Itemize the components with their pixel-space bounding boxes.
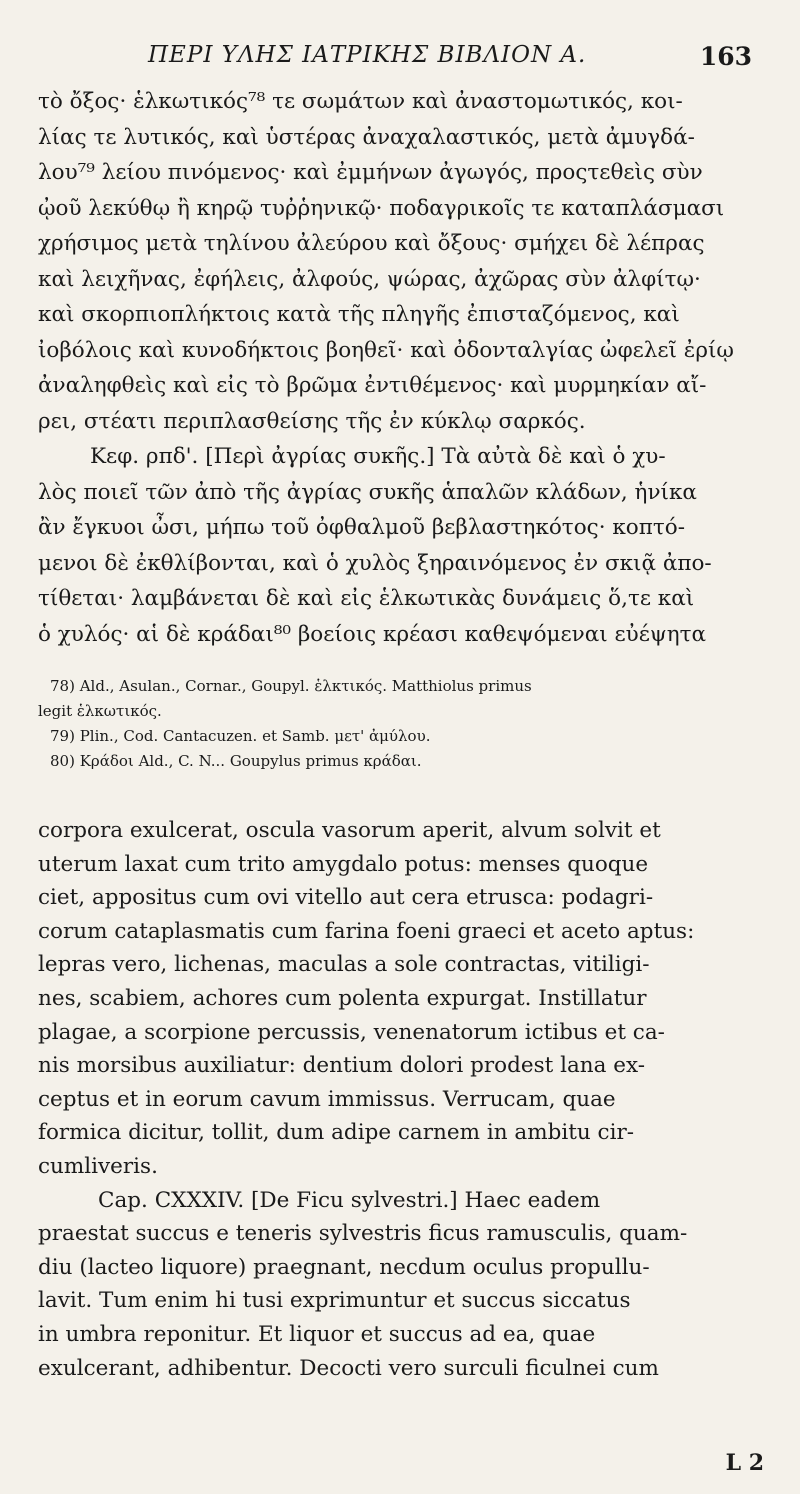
- latin-line: cumliveris.: [38, 1153, 158, 1179]
- greek-line: ἀναληφθεὶς καὶ εἰς τὸ βρῶμα ἐντιθέμενος· καὶ μυρμηκίαν αἴ-: [38, 373, 707, 398]
- page-number: 163: [699, 42, 752, 71]
- latin-chapter-heading-line: Cap. CXXXIV. [De Ficu sylvestri.] Haec eadem: [98, 1187, 601, 1213]
- latin-line: ceptus et in eorum cavum immissus. Verrucam, quae: [38, 1086, 616, 1112]
- greek-line: λου⁷⁹ λείου πινόμενος· καὶ ἐμμήνων ἀγωγός, προςτεθεὶς σὺν: [38, 160, 703, 185]
- greek-line: καὶ σκορπιοπλήκτοις κατὰ τῆς πληγῆς ἐπισταζόμενος, καὶ: [38, 302, 680, 327]
- greek-line: χρήσιμος μετὰ τηλίνου ἀλεύρου καὶ ὄξους· σμήχει δὲ λέπρας: [38, 231, 705, 256]
- header-title: ΠΕΡΙ ΥΛΗΣ ΙΑΤΡΙΚΗΣ ΒΙΒΛΙΟΝ Α.: [148, 42, 587, 68]
- greek-line: ἰοβόλοις καὶ κυνοδήκτοις βοηθεῖ· καὶ ὀδονταλγίας ὠφελεῖ ἐρίῳ: [38, 337, 734, 363]
- greek-line: ᾠοῦ λεκύθῳ ἢ κηρῷ τυῤῥηνικῷ· ποδαγρικοῖς τε καταπλάσμασι: [38, 195, 725, 221]
- greek-line: λίας τε λυτικός, καὶ ὑστέρας ἀναχαλαστικός, μετὰ ἀμυγδά-: [38, 124, 695, 150]
- latin-line: corpora exulcerat, oscula vasorum aperit, alvum solvit et: [38, 818, 661, 843]
- latin-line: formica dicitur, tollit, dum adipe carnem in ambitu cir-: [38, 1120, 635, 1146]
- latin-line: lavit. Tum enim hi tusi exprimuntur et succus siccatus: [38, 1288, 631, 1314]
- signature-mark: L 2: [725, 1450, 764, 1476]
- footnotes: [38, 674, 762, 774]
- greek-line: ὁ χυλός· αἱ δὲ κράδαι⁸⁰ βοείοις κρέασι καθεψόμεναι εὐέψητα: [38, 621, 706, 647]
- latin-line: nis morsibus auxiliatur: dentium dolori prodest lana ex-: [38, 1053, 646, 1079]
- greek-line: τὸ ὄξος· ἑλκωτικός⁷⁸ τε σωμάτων καὶ ἀναστομωτικός, κοι-: [38, 89, 683, 114]
- greek-line: ρει, στέατι περιπλασθείσης τῆς ἐν κύκλῳ σαρκός.: [38, 408, 586, 434]
- footnote-78-continued: legit ἑλκωτικός.: [38, 702, 162, 720]
- greek-line: λὸς ποιεῖ τῶν ἀπὸ τῆς ἀγρίας συκῆς ἁπαλῶν κλάδων, ἡνίκα: [38, 479, 697, 505]
- latin-line: in umbra reponitur. Et liquor et succus ad ea, quae: [38, 1321, 596, 1347]
- greek-line: μενοι δὲ ἐκθλίβονται, καὶ ὁ χυλὸς ξηραινόμενος ἐν σκιᾷ ἀπο-: [38, 550, 712, 576]
- greek-chapter-heading-line: Κεφ. ρπδ'. [Περὶ ἀγρίας συκῆς.] Τὰ αὐτὰ δὲ καὶ ὁ χυ-: [90, 444, 666, 469]
- book-page: [38, 28, 762, 1385]
- footnote-78: 78) Ald., Asulan., Cornar., Goupyl. ἑλκτικός. Matthiolus primus: [50, 677, 532, 695]
- latin-line: lepras vero, lichenas, maculas a sole contractas, vitiligi-: [38, 952, 650, 978]
- greek-line: ἂν ἔγκυοι ὦσι, μήπω τοῦ ὀφθαλμοῦ βεβλαστηκότος· κοπτό-: [38, 515, 685, 540]
- latin-line: diu (lacteo liquore) praegnant, necdum oculus propullu-: [38, 1254, 650, 1280]
- footnote-79: 79) Plin., Cod. Cantacuzen. et Samb. μετ' ἀμύλου.: [50, 727, 431, 745]
- latin-line: uterum laxat cum trito amygdalo potus: menses quoque: [38, 851, 649, 877]
- latin-line: plagae, a scorpione percussis, venenatorum ictibus et ca-: [38, 1019, 665, 1045]
- latin-text-block: [38, 814, 762, 1385]
- latin-line: corum cataplasmatis cum farina foeni graeci et aceto aptus:: [38, 918, 695, 944]
- footnote-80: 80) Κράδοι Ald., C. N... Goupylus primus κράδαι.: [50, 752, 422, 770]
- latin-line: nes, scabiem, achores cum polenta expurgat. Instillatur: [38, 985, 647, 1011]
- greek-line: καὶ λειχῆνας, ἐφήλεις, ἀλφούς, ψώρας, ἀχῶρας σὺν ἀλφίτῳ·: [38, 266, 701, 292]
- latin-line: ciet, appositus cum ovi vitello aut cera etrusca: podagri-: [38, 885, 654, 911]
- running-header: [38, 28, 762, 78]
- greek-text-block: [38, 84, 762, 652]
- latin-line: praestat succus e teneris sylvestris ficus ramusculis, quam-: [38, 1221, 688, 1247]
- latin-line: exulcerant, adhibentur. Decocti vero surculi ficulnei cum: [38, 1355, 659, 1381]
- greek-line: τίθεται· λαμβάνεται δὲ καὶ εἰς ἑλκωτικὰς δυνάμεις ὅ,τε καὶ: [38, 586, 695, 611]
